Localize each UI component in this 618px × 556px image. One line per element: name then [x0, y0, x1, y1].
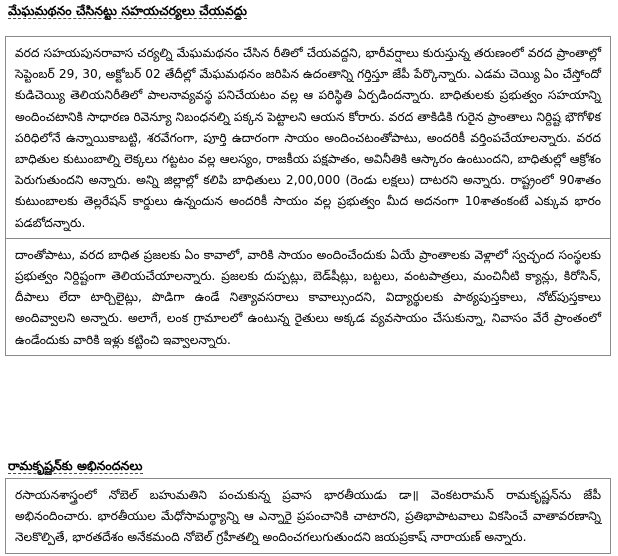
- article-paragraph: రసాయనశాస్త్రంలో నోబెల్ బహుమతిని పంచుకున్న ప్రవాస భారతీయుడు డా॥ వెంకటరామన్ రామకృష్ణన్‌ను జేపీ అభినందించారు. భారతీయుల మేధోసామర్థ్యాన్ని ఆ ఎన్నారై ప్రపంచానికి చాటారని, ప్రతిభాపాటవాలు వికసించే వాతావరణాన్ని నెలకొల్పితే, భారతదేశం అనేకమంది నోబెల్ గ్రహీతల్ని అందించగలుగుతుందని జయప్రకాష్ నారాయణ్ అన్నారు.: [15, 488, 601, 545]
- article-box-relief: [5, 36, 611, 356]
- section-heading-congratulations: రామకృష్ణన్‌కు అభినందనలు: [8, 458, 143, 473]
- section-heading-relief: మేఘమథనం చేసినట్టు సహయచర్యలు చేయవద్దు: [8, 3, 247, 18]
- article-paragraph: దాంతోపాటు, వరద బాధిత ప్రజలకు ఏం కావాలో, వారికి సాయం అందించేందుకు ఏయే ప్రాంతాలకు వెళ్లాలో స్వచ్ఛంద సంస్థలకు ప్రభుత్వం నిర్దిష్టంగా తెలియచేయాలన్నారు. ప్రజలకు దుప్పట్లు, బెడ్‌షీట్లు, బట్టలు, వంటపాత్రలు, మంచినీటి క్యాన్లు, కిరోసిన్, దీపాలు లేదా టార్చిలైట్లు, పొడిగా ఉండే నిత్యావసరాలు కావాల్సుందని, విద్యార్థులకు పాఠ్యపుస్తకాలు, నోట్‌పుస్తకాలు అందివ్వాలని అన్నారు. అలాగే, లంక గ్రామాలలో ఉంటున్న రైతులు అక్కడ వ్యవసాయం చేసుకున్నా, నివాసం వేరే ప్రాంతంలో ఉండేందుకు వారికి ఇళ్లు కట్టించి ఇవ్వాలన్నారు.: [15, 247, 601, 347]
- article-paragraph: వరద సహయపునరావాస చర్యల్ని మేఘమథనం చేసిన రీతిలో చేయవద్దని, భారీవర్షాలు కురుస్తున్న తరుణంలో వరద ప్రాంతాల్లో సెప్టెంబర్ 29, 30, అక్టోబర్ 02 తేదీల్లో మేఘమథనం జరిపిన ఉదంతాన్ని గర్తిస్తూ జేపీ పేర్కొన్నారు. ఎడమ చెయ్యి ఏం చేస్తోందో కుడిచెయ్యి తెలియనిరీతిలో పాలనావ్యవస్థ పనిచేయటం వల్ల ఆ పరిస్థితి ఏర్పడిందన్నారు. బాధితులకు ప్రభుత్వం సహయాన్ని అందించటానికి సాధారణ రివెన్యూ నిబంధనల్ని పక్కన పెట్టాలని ఆయన కోరారు. వరద తాకిడికి గురైన ప్రాంతాలు నిర్దిష్ట భౌగోళిక పరిధిలోనే ఉన్నాయికాబట్టి, శరవేగంగా, పూర్తి ఉదారంగా సాయం అందించటంతోపాటు, అందరికీ వర్తింపచేయాలన్నారు. వరద బాధితుల కుటుంబాల్ని లెక్కలు గట్టటం వల్ల ఆలస్యం, రాజకీయ పక్షపాతం, అవినీతికి ఆస్కారం ఉంటుందని, బాధితుల్లో ఆక్రోశం పెరుగుతుందని అన్నారు. అన్ని జిల్లాల్లో కలిపి బాధితులు 2,00,000 (రెండు లక్షలు) దాటరని అన్నారు. రాష్ట్రంలో 90శాతం కుటుంబాలకు తెల్లరేషన్ కార్డులు ఉన్నందున అందరికీ సాయం వల్ల ప్రభుత్వం మీద అదనంగా 10శాతంకంటే ఎక్కువ భారం పడబోదన్నారు.: [15, 46, 601, 230]
- article-box-congratulations: [5, 478, 611, 554]
